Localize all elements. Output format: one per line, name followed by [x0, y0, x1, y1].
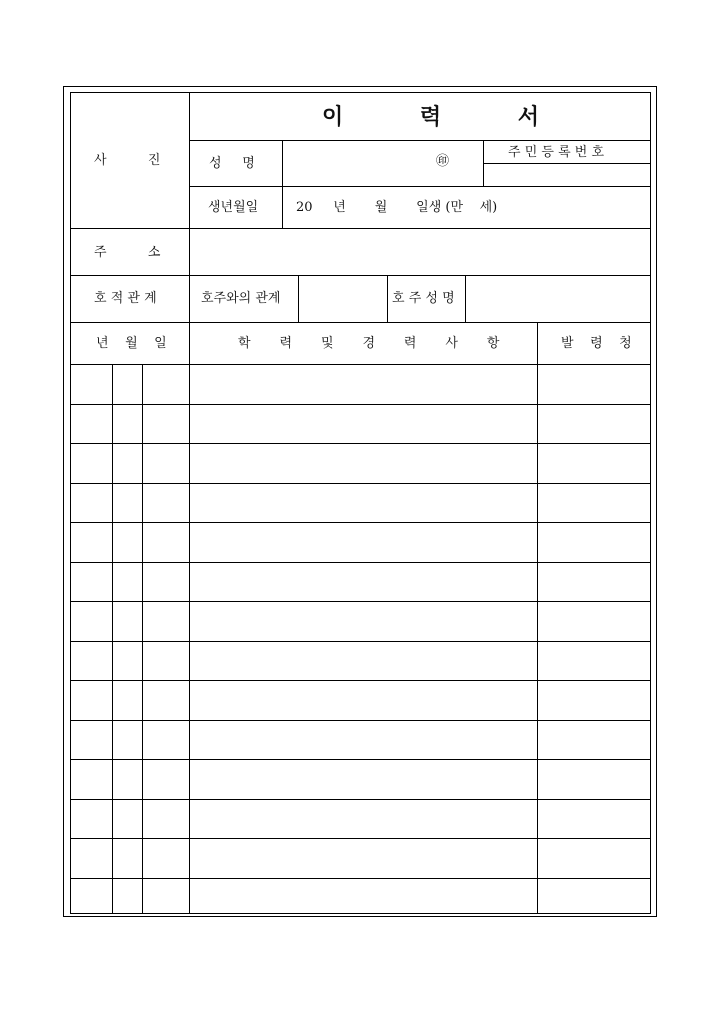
relation-value-divider-left: [298, 275, 299, 322]
address-label: 주 소: [94, 245, 161, 260]
birth-label: 생년월일: [208, 200, 259, 215]
page-title: 이 력 서: [322, 104, 539, 130]
history-row: [71, 404, 650, 444]
history-row: [71, 522, 650, 562]
history-issuer-divider: [537, 322, 538, 364]
photo-column-divider: [189, 92, 190, 228]
family-bottom-line: [71, 322, 650, 323]
history-row: [71, 759, 650, 799]
address-bottom-line: [71, 275, 650, 276]
history-date-divider: [189, 322, 190, 364]
relation-value-divider-right: [387, 275, 388, 322]
history-row: [71, 799, 650, 839]
history-row: [71, 838, 650, 878]
history-row: [71, 483, 650, 523]
resident-number-label: 주 민 등 록 번 호: [508, 145, 605, 160]
issuer-header: 발 령 청: [561, 336, 632, 351]
family-register-label: 호 적 관 계: [94, 291, 157, 306]
title-bottom-line: [189, 140, 650, 141]
name-label: 성 명: [209, 156, 255, 171]
date-header: 년 월 일: [96, 336, 167, 351]
resident-number-split-line: [483, 163, 650, 164]
history-row: [71, 878, 650, 913]
name-value-divider: [282, 140, 283, 228]
history-row: [71, 443, 650, 483]
photo-label: 사 진: [94, 153, 161, 168]
name-bottom-line: [189, 186, 650, 187]
history-row: [71, 364, 650, 404]
relation-label: 호주와의 관계: [201, 291, 281, 306]
history-row: [71, 720, 650, 760]
header-bottom-line: [71, 228, 650, 229]
history-row: [71, 601, 650, 641]
birth-value: 20 년 월 일생 (만 세): [296, 200, 498, 215]
history-rows: [71, 364, 650, 913]
history-row: [71, 641, 650, 681]
householder-label: 호 주 성 명: [392, 291, 455, 306]
seal-mark: ㊞: [436, 154, 450, 169]
history-row: [71, 680, 650, 720]
householder-value-divider: [465, 275, 466, 322]
history-row: [71, 562, 650, 602]
history-header: 학 력 및 경 력 사 항: [238, 336, 500, 351]
